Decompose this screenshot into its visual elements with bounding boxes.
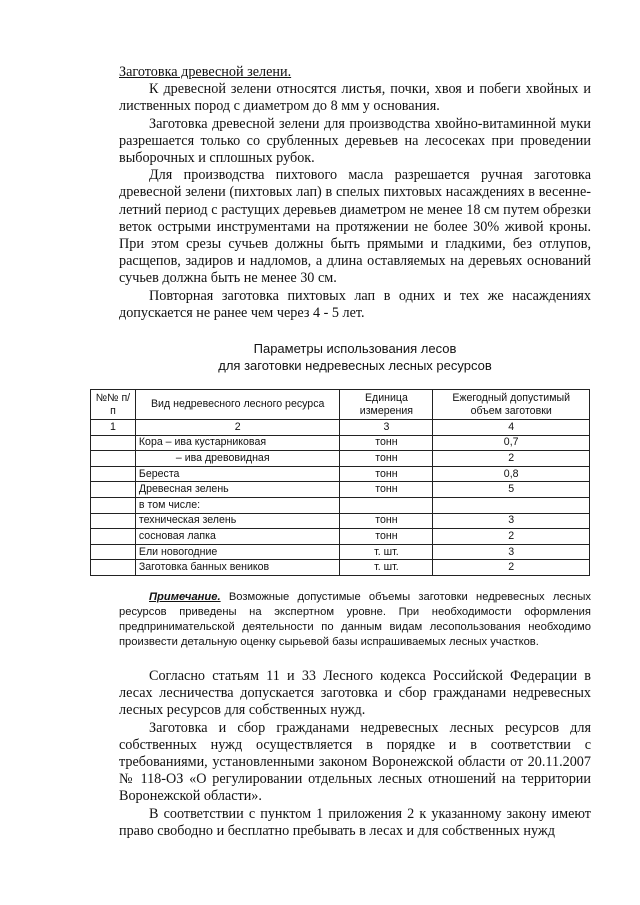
row-unit: тонн [340,482,433,498]
row-num [91,529,136,545]
row-num [91,513,136,529]
table-row [91,497,590,513]
row-value: 0,7 [433,435,590,451]
row-resource: в том числе: [135,497,340,513]
table-row [91,560,590,576]
row-resource: Кора – ива кустарниковая [135,435,340,451]
row-resource: Древесная зелень [135,482,340,498]
row-unit: т. шт. [340,560,433,576]
row-unit: т. шт. [340,544,433,560]
row-unit: тонн [340,435,433,451]
row-resource: Береста [135,466,340,482]
row-resource: Ели новогодние [135,544,340,560]
row-value: 2 [433,560,590,576]
table-row [91,451,590,467]
row-unit [340,497,433,513]
table-row [91,435,590,451]
row-num [91,466,136,482]
row-num [91,451,136,467]
row-num [91,560,136,576]
row-resource: сосновая лапка [135,529,340,545]
header-resource: Вид недревесного лесного ресурса [135,390,340,420]
row-value: 3 [433,513,590,529]
paragraph-7: В соответствии с пунктом 1 приложения 2 к указанному закону имеют право свободно и бесплатно пребывать в лесах и для собственных нужд [119,805,591,839]
column-number: 1 [91,420,136,436]
note-label: Примечание. [149,591,221,603]
top-text-block [119,64,591,322]
table-row [91,544,590,560]
table-row [91,482,590,498]
row-resource: Заготовка банных веников [135,560,340,576]
row-value: 3 [433,544,590,560]
row-num [91,544,136,560]
row-resource: – ива древовидная [135,451,340,467]
row-num [91,435,136,451]
column-number: 3 [340,420,433,436]
row-unit: тонн [340,466,433,482]
row-unit: тонн [340,529,433,545]
table-title-line2: для заготовки недревесных лесных ресурсов [218,358,492,373]
table-header-row [91,390,590,420]
row-value: 2 [433,451,590,467]
row-num [91,497,136,513]
resources-table [90,389,590,576]
row-value [433,497,590,513]
paragraph-1: К древесной зелени относятся листья, почки, хвоя и побеги хвойных и лиственных пород с диаметром до 8 мм у основания. [119,81,591,115]
table-column-numbers-row [91,420,590,436]
header-num: №№ п/п [91,390,136,420]
paragraph-3: Для производства пихтового масла разрешается ручная заготовка древесной зелени (пихтовых лап) в спелых пихтовых насаждениях в весенне-летний период с растущих деревьев диаметром не менее 18 см путем обрезки веток острыми инструментами на протяжении не более 30% живой кроны. При этом срезы сучьев должны быть прямыми и гладкими, без отлупов, расщепов, задиров и надломов, а длина оставляемых на деревьях оснований сучьев должна быть не менее 30 см. [119,167,591,287]
paragraph-6: Заготовка и сбор гражданами недревесных лесных ресурсов для собственных нужд осуществляется в порядке и в соответствии с требованиями, установленными законом Воронежской области от 20.11.2007 № 118-ОЗ «О регулировании отдельных лесных отношений на территории Воронежской области». [119,719,591,805]
paragraph-4: Повторная заготовка пихтовых лап в одних и тех же насаждениях допускается не ранее чем через 4 - 5 лет. [119,287,591,321]
note-text: Возможные допустимые объемы заготовки недревесных лесных ресурсов приведены на экспертном уровне. При необходимости оформления предпринимательской деятельности по данным видам лесопользования необходимо произвести детальную оценку сырьевой базы испрашиваемых лесных участков. [119,591,591,648]
paragraph-2: Заготовка древесной зелени для производства хвойно-витаминной муки разрешается только со срубленных деревьев на лесосеках при проведении выборочных и сплошных рубок. [119,115,591,167]
row-value: 0,8 [433,466,590,482]
row-unit: тонн [340,451,433,467]
table-title-line1: Параметры использования лесов [253,341,457,356]
paragraph-5: Согласно статьям 11 и 33 Лесного кодекса Российской Федерации в лесах лесничества допускается заготовка и сбор гражданами недревесных лесных ресурсов для собственных нужд. [119,668,591,719]
row-value: 5 [433,482,590,498]
header-volume: Ежегодный допустимый объем заготовки [433,390,590,420]
row-unit: тонн [340,513,433,529]
row-value: 2 [433,529,590,545]
bottom-text-block [119,668,591,840]
table-row [91,466,590,482]
column-number: 4 [433,420,590,436]
section-heading: Заготовка древесной зелени. [119,64,292,80]
header-unit: Единица измерения [340,390,433,420]
table-row [91,529,590,545]
row-resource: техническая зелень [135,513,340,529]
row-num [91,482,136,498]
table-row [91,513,590,529]
table-note [119,590,591,650]
column-number: 2 [135,420,340,436]
